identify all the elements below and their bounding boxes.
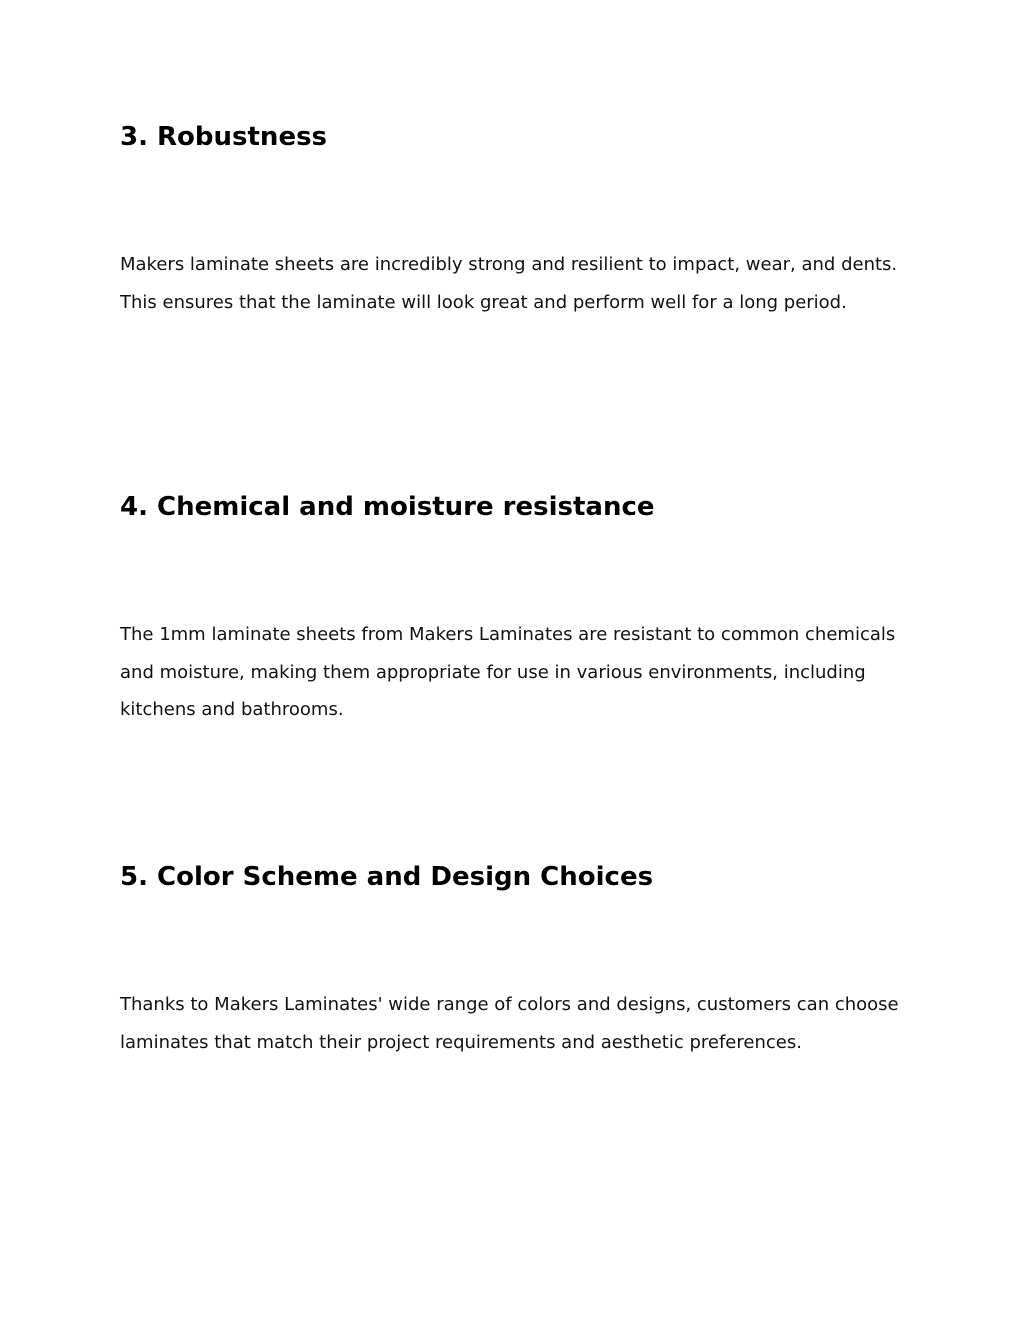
section-body-chemical-moisture-resistance: The 1mm laminate sheets from Makers Laminates are resistant to common chemicals and moisture, making them appropriate for use in various environments, including kitchens and bathrooms. xyxy=(120,624,896,720)
section-body-color-scheme-design: Thanks to Makers Laminates' wide range of colors and designs, customers can choose laminates that match their project requirements and aesthetic preferences. xyxy=(120,994,899,1053)
section-body-robustness: Makers laminate sheets are incredibly strong and resilient to impact, wear, and dents. This ensures that the laminate will look great and perform well for a long period. xyxy=(120,254,898,313)
section-heading-robustness: 3. Robustness xyxy=(120,122,328,152)
section-heading-color-scheme-design: 5. Color Scheme and Design Choices xyxy=(120,862,654,892)
section-heading-chemical-moisture-resistance: 4. Chemical and moisture resistance xyxy=(120,492,655,522)
